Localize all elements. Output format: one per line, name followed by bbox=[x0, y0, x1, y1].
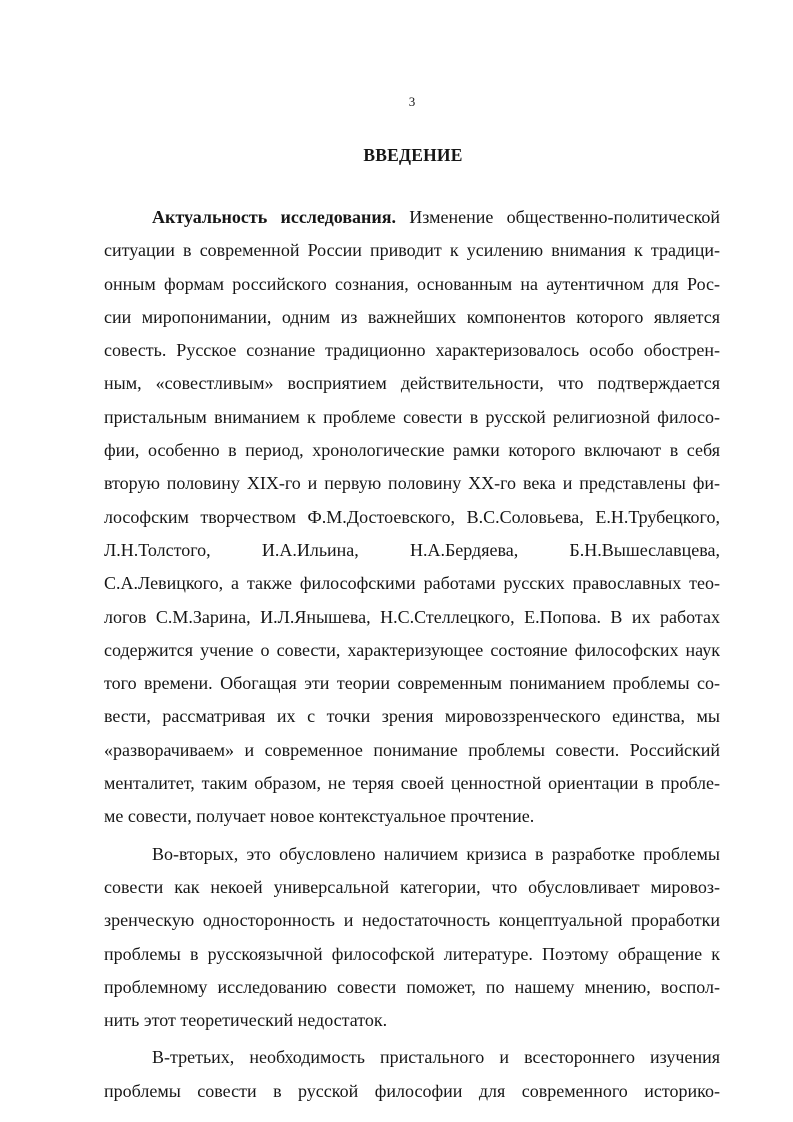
paragraph-1-line: онным формам российского сознания, основанным на аутентичном для Рос- bbox=[104, 273, 720, 294]
paragraph-1-line-1 bbox=[104, 201, 720, 234]
body-text bbox=[104, 201, 720, 1108]
paragraph-2-line: Во-вторых, это обусловлено наличием кризиса в разработке проблемы bbox=[152, 843, 720, 864]
paragraph-2-line: нить этот теоретический недостаток. bbox=[104, 1010, 388, 1031]
page-number: 3 bbox=[408, 94, 416, 109]
paragraph-1-line: Л.Н.Толстого, И.А.Ильина, Н.А.Бердяева, Б.Н.Вышеславцева, bbox=[104, 539, 720, 560]
paragraph-lead: Актуальность исследования. bbox=[152, 207, 397, 227]
paragraph-1-line: логов С.М.Зарина, И.Л.Янышева, Н.С.Стеллецкого, Е.Попова. В их работах bbox=[104, 606, 720, 627]
paragraph-1-line: фии, особенно в период, хронологические рамки которого включают в себя bbox=[104, 440, 720, 461]
paragraph-1-line: совесть. Русское сознание традиционно характеризовалось особо обострен- bbox=[104, 340, 720, 361]
section-title: ВВЕДЕНИЕ bbox=[363, 145, 463, 165]
paragraph-3-line: проблемы совести в русской философии для современного историко- bbox=[104, 1080, 720, 1101]
paragraph-2-line: проблемному исследованию совести поможет, по нашему мнению, воспол- bbox=[104, 976, 720, 997]
paragraph-1-line: вести, рассматривая их с точки зрения мировоззренческого единства, мы bbox=[104, 706, 720, 727]
paragraph-1-line: вторую половину XIX-го и первую половину XX-го века и представлены фи- bbox=[104, 473, 720, 494]
paragraph-1-line: содержится учение о совести, характеризующее состояние философских наук bbox=[104, 639, 720, 660]
paragraph-1-first-line-text: Изменение общественно-политической bbox=[409, 207, 721, 227]
paragraph-1-line: лософским творчеством Ф.М.Достоевского, В.С.Соловьева, Е.Н.Трубецкого, bbox=[104, 506, 720, 527]
paragraph-2-line: проблемы в русскоязычной философской литературе. Поэтому обращение к bbox=[104, 943, 720, 964]
paragraph-1-line: ным, «совестливым» восприятием действительности, что подтверждается bbox=[104, 373, 720, 394]
paragraph-1-line: С.А.Левицкого, а также философскими работами русских православных тео- bbox=[104, 573, 720, 594]
paragraph-2-line: зренческую односторонность и недостаточность концептуальной проработки bbox=[104, 910, 720, 931]
paragraph-1-line: пристальным вниманием к проблеме совести в русской религиозной филосо- bbox=[104, 406, 720, 427]
paragraph-1-line: менталитет, таким образом, не теряя своей ценностной ориентации в пробле- bbox=[104, 773, 720, 794]
paragraph-1-line: сии миропонимании, одним из важнейших компонентов которого является bbox=[104, 306, 720, 327]
paragraph-2-line: совести как некоей универсальной категории, что обусловливает мировоз- bbox=[104, 876, 720, 897]
paragraph-3-line: В-третьих, необходимость пристального и всестороннего изучения bbox=[152, 1047, 720, 1068]
paragraph-1-line: ме совести, получает новое контекстуальное прочтение. bbox=[104, 806, 535, 827]
paragraph-1-line: «разворачиваем» и современное понимание проблемы совести. Российский bbox=[104, 739, 720, 760]
paragraph-1-line: ситуации в современной России приводит к усилению внимания к традици- bbox=[104, 240, 720, 261]
paragraph-1-line: того времени. Обогащая эти теории современным пониманием проблемы со- bbox=[104, 673, 720, 694]
